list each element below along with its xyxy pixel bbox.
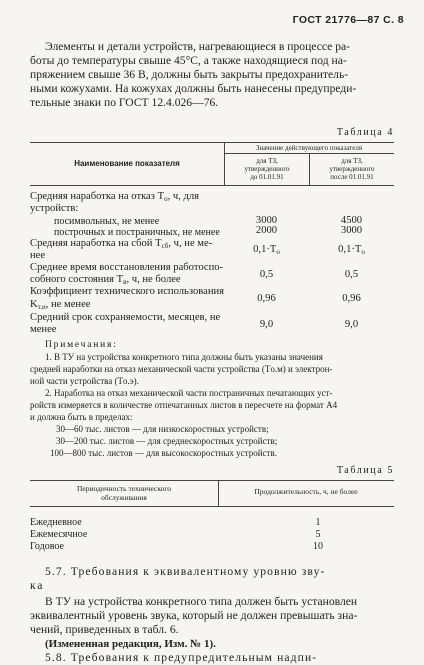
- table4-col1-header: Наименование показателя: [74, 159, 180, 168]
- table4-row-8-v2: 0,5: [344, 269, 359, 280]
- intro-line-4: ными кожухами. На кожухах должны быть нанесены предупреди-: [30, 82, 357, 95]
- table5-row-1-label: Ежедневное: [30, 517, 82, 528]
- table5-row-3-value: 10: [313, 541, 323, 552]
- table4-top-rule: [30, 142, 394, 143]
- note-line-7: 30—60 тыс. листов — для низкоскоростных устройств;: [56, 424, 269, 434]
- intro-line-3: пряжением свыше 36 В, должны быть закрыты предохранитель-: [30, 68, 349, 81]
- page-header: ГОСТ 21776—87 С. 8: [292, 14, 404, 26]
- table4-row-8-v1: 0,5: [259, 269, 274, 280]
- note-line-5: ройств измеряется в количестве отпечатанных листов в пересчете на формат А4: [30, 400, 338, 410]
- table4-subcol-divider: [309, 153, 310, 185]
- note-line-6: и должна быть в пределах:: [30, 412, 133, 422]
- table4-row-4-v1: 2000: [255, 225, 278, 236]
- table4-row-12-v1: 9,0: [259, 319, 274, 330]
- note-line-9: 100—800 тыс. листов — для высокоскоростных устройств.: [50, 448, 277, 458]
- table4-row-10-v2: 0,96: [342, 293, 361, 304]
- table5-row-2-label: Ежемесячное: [30, 529, 88, 540]
- table4-group-header: Значение действующего показателя: [255, 144, 363, 152]
- note-line-1: 1. В ТУ на устройства конкретного типа должны быть указаны значения: [45, 352, 323, 362]
- intro-line-1: Элементы и детали устройств, нагревающиеся в процессе ра-: [45, 40, 351, 53]
- table5-top-rule: [30, 480, 394, 481]
- table4-row-3-v1: 3000: [255, 215, 278, 226]
- table5-row-3-label: Годовое: [30, 541, 64, 552]
- section-5-7-body-3: чений, приведенных в табл. 6.: [30, 623, 179, 636]
- table4-row-3-v2: 4500: [340, 215, 363, 226]
- table4-row-3-label: посимвольных, не менее: [54, 216, 160, 227]
- table4-row-10-label: $K_{т.и}$, не менее: [30, 299, 91, 311]
- table4-row-12-label: менее: [30, 324, 57, 335]
- table4-row-6-v2: $0,1\cdot T_о$: [338, 244, 365, 256]
- table4-row-4-v2: 3000: [340, 225, 363, 236]
- section-5-7-revision: (Измененная редакция, Изм. № 1).: [45, 638, 216, 650]
- note-line-3: ной части устройства (Tо.э).: [30, 376, 139, 386]
- notes-title: Примечания:: [45, 340, 118, 350]
- table5-row-2-value: 5: [315, 529, 321, 540]
- intro-line-2: боты до температуры свыше 45°С, а также находящиеся под на-: [30, 54, 347, 67]
- section-5-7-body-1: В ТУ на устройства конкретного типа должен быть установлен: [45, 595, 358, 608]
- table4-sub2-header: для ТЗ, утвержденного после 01.01.91: [329, 157, 375, 181]
- table4-row-2-label: устройств:: [30, 203, 79, 214]
- table5-col1-header: Периодичность технического обслуживания: [76, 484, 172, 502]
- table4-row-6-label: нее: [30, 250, 46, 261]
- section-5-7-heading-1: 5.7. Требования к эквивалентному уровню зву-: [45, 565, 326, 578]
- table4-row-10-v1: 0,96: [257, 293, 276, 304]
- table4-row-12-v2: 9,0: [344, 319, 359, 330]
- note-line-4: 2. Наработка на отказ механической части постраничных печатающих уст-: [45, 388, 333, 398]
- table4-header-rule: [30, 185, 394, 186]
- note-line-8: 30—200 тыс. листов — для среднескоростных устройств;: [56, 436, 278, 446]
- section-5-7-body-2: эквивалентный уровень звука, который не должен превышать зна-: [30, 609, 358, 622]
- section-5-7-heading-2: ка: [30, 579, 45, 592]
- table4-row-7-label: Среднее время восстановления работоспо-: [30, 262, 224, 273]
- section-5-8-heading-1: 5.8. Требования к предупредительным надпи-: [45, 651, 318, 664]
- table4-row-4-label: построчных и постраничных, не менее: [54, 227, 220, 238]
- table5-col2-header: Продолжительность, ч, не более: [254, 487, 358, 496]
- table4-row-11-label: Средний срок сохраняемости, месяцев, не: [30, 312, 221, 323]
- table4-row-8-label: собного состояния $T_в$, ч, не более: [30, 274, 181, 286]
- table5-row-1-value: 1: [315, 517, 321, 528]
- table5-caption: Таблица 5: [336, 465, 394, 476]
- table5-header-rule: [30, 506, 394, 507]
- table4-sub1-header: для ТЗ, утвержденного до 01.01.91: [244, 157, 290, 181]
- table4-caption: Таблица 4: [336, 127, 394, 138]
- table4-row-1-label: Средняя наработка на отказ $T_о$, ч, для: [30, 191, 200, 203]
- note-line-2: средней наработки на отказ механической части устройства (Tо.м) и электрон-: [30, 364, 333, 374]
- table4-row-9-label: Коэффициент технического использования: [30, 286, 225, 297]
- table4-row-6-v1: $0,1\cdot T_о$: [253, 244, 280, 256]
- table4-row-5-label: Средняя наработка на сбой $T_{сб}$, ч, не ме-: [30, 238, 213, 250]
- intro-line-5: тельные знаки по ГОСТ 12.4.026—76.: [30, 96, 219, 109]
